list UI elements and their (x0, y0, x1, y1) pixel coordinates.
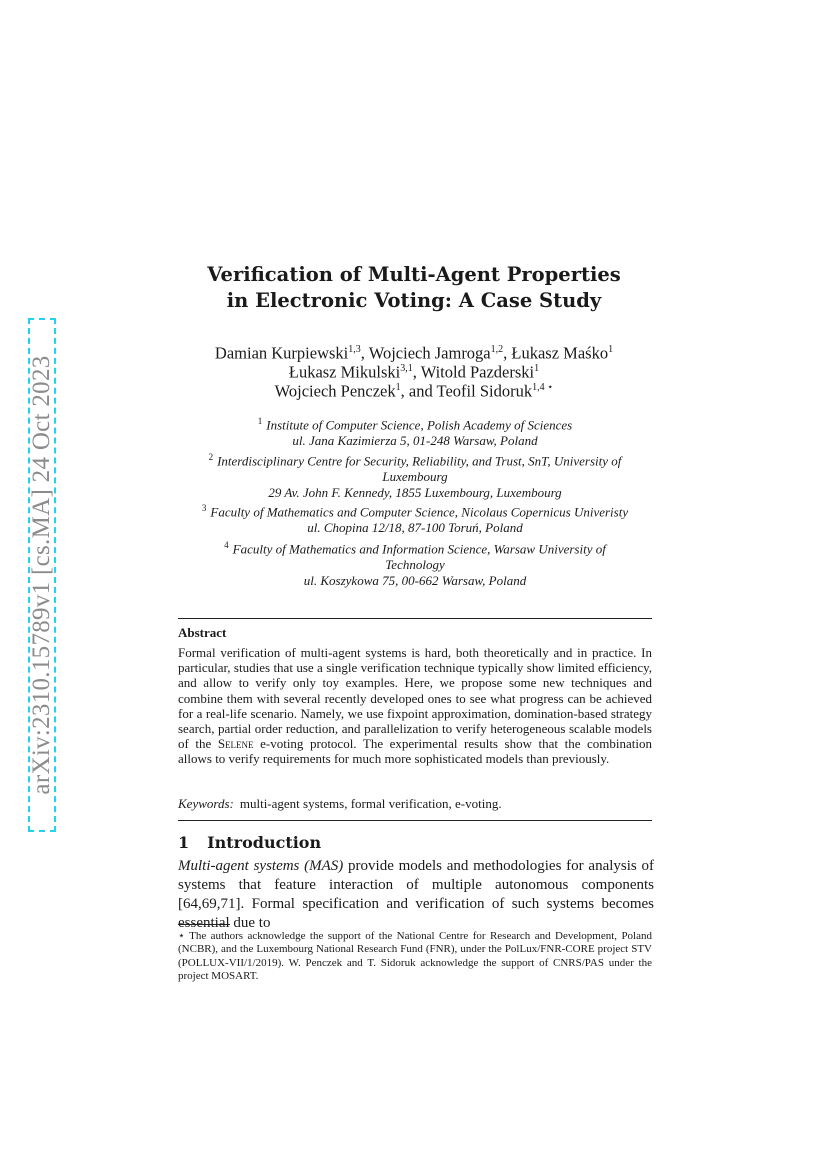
footnote-rule (178, 924, 230, 925)
author-affil-mark: 1,3 (348, 344, 361, 355)
affiliation-number: 1 (257, 416, 263, 426)
abstract-heading: Abstract (178, 625, 227, 640)
abstract-text-part: Formal verification of multi-agent systems is hard, both theoretically and in practice. In particular, studies that use a single verification technique typically show limited efficiency, and allow to verify only toy examples. Here, we propose some new techniques and combine them with several recently developed ones to see what progress can be achieved for a real-life scenario. Namely, we use fixpoint approximation, domination-based strategy search, partial order reduction, and parallelization to verify heterogeneous scalable models of the (178, 645, 652, 752)
affiliation-line: 29 Av. John F. Kennedy, 1855 Luxembourg, Luxembourg (268, 485, 562, 501)
author-affil-mark: 1,4 ⋆ (532, 382, 554, 393)
affiliation-line: Institute of Computer Science, Polish Academy of Sciences (266, 417, 573, 433)
section-title: Introduction (207, 833, 322, 852)
author-separator: , (360, 343, 369, 363)
affiliation-line: Faculty of Mathematics and Information Science, Warsaw University of (232, 541, 606, 557)
intro-paragraph (178, 857, 654, 933)
affiliation-line: ul. Jana Kazimierza 5, 01-248 Warsaw, Poland (292, 433, 538, 449)
keywords-text: multi-agent systems, formal verification, e-voting. (239, 796, 502, 811)
affiliation-1 (180, 413, 650, 449)
intro-text: provide models and methodologies for analysis of systems that feature interaction of multiple autonomous components [64,69,71]. Formal specification and verification of such systems becomes essential due to (178, 858, 654, 931)
footnote (178, 930, 652, 984)
affiliation-4 (180, 537, 650, 589)
title-line-1: Verification of Multi-Agent Properties (207, 263, 621, 286)
paper-title (0, 262, 828, 314)
author-separator: , and (400, 381, 437, 401)
affiliation-number: 3 (201, 503, 207, 513)
affiliation-line: Faculty of Mathematics and Computer Science, Nicolaus Copernicus Univeristy (210, 504, 629, 520)
affiliation-3 (180, 500, 650, 536)
affiliation-number: 2 (208, 452, 214, 462)
author-separator: , (503, 343, 512, 363)
footnote-text: The authors acknowledge the support of the National Centre for Research and Development, Poland (NCBR), and the Luxembourg National Research Fund (FNR), under the PolLux/FNR-CORE project STV (POLLUX-VII/1/2019). W. Penczek and T. Sidoruk acknowledge the support of CNRS/PAS under the project MOSART. (178, 930, 652, 983)
author-name: Witold Pazderski (420, 362, 535, 382)
affiliation-line: Luxembourg (382, 469, 448, 485)
abstract-bottom-rule (178, 820, 652, 821)
abstract-text-part: e-voting protocol. The experimental results show that the combination allows to verify requirements for much more sophisticated models than previously. (178, 736, 653, 767)
title-line-2: in Electronic Voting: A Case Study (226, 289, 602, 312)
footnote-mark: ⋆ (178, 930, 185, 942)
author-separator: , (412, 362, 421, 382)
keywords-label: Keywords: (178, 796, 234, 811)
author-name: Wojciech Penczek (274, 381, 396, 401)
author-name: Łukasz Mikulski (288, 362, 401, 382)
author-affil-mark: 1,2 (490, 344, 504, 355)
author-name: Teofil Sidoruk (436, 381, 533, 401)
author-affil-mark: 1 (395, 382, 401, 393)
affiliation-line: Interdisciplinary Centre for Security, Reliability, and Trust, SnT, University of (217, 453, 622, 469)
section-heading (178, 833, 321, 852)
author-affil-mark: 1 (534, 363, 540, 374)
affiliation-2 (180, 449, 650, 501)
keywords (178, 796, 652, 812)
affiliation-line: ul. Chopina 12/18, 87-100 Toruń, Poland (307, 520, 523, 536)
intro-italic-term: Multi-agent systems (MAS) (178, 858, 344, 874)
author-name: Łukasz Maśko (511, 343, 609, 363)
author-name: Damian Kurpiewski (214, 343, 349, 363)
section-number: 1 (178, 833, 190, 852)
author-line-3 (0, 378, 828, 401)
affiliation-number: 4 (224, 540, 229, 550)
arxiv-stamp-text: arXiv:2310.15789v1 [cs.MA] 24 Oct 2023 (28, 355, 55, 795)
abstract-text (178, 645, 652, 767)
protocol-name: Selene (217, 736, 254, 752)
author-affil-mark: 3,1 (400, 363, 413, 374)
affiliation-line: ul. Koszykowa 75, 00-662 Warsaw, Poland (303, 573, 527, 589)
author-name: Wojciech Jamroga (368, 343, 491, 363)
abstract-top-rule (178, 618, 652, 619)
affiliation-line: Technology (385, 557, 445, 573)
author-affil-mark: 1 (608, 344, 614, 355)
